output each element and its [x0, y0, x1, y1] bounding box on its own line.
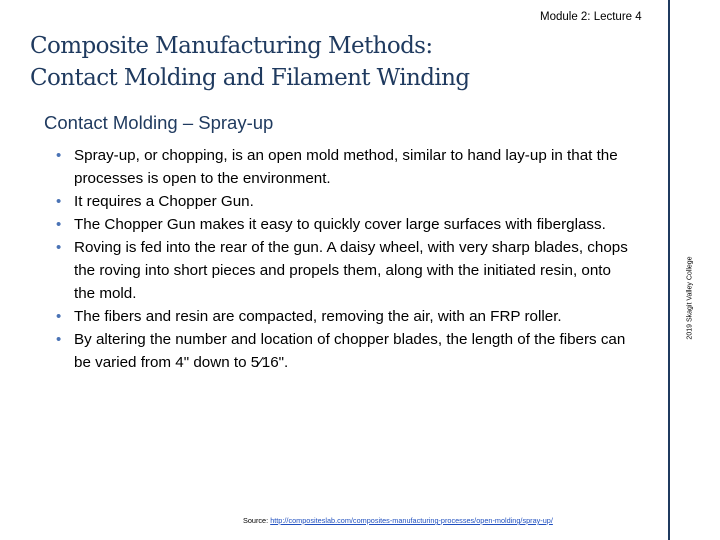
bullet-dot-icon: •: [56, 308, 62, 325]
bullet-item: [56, 328, 634, 374]
slide-title: [30, 30, 650, 94]
copyright-note: 2019 Skagit Valley College: [686, 256, 694, 340]
bullet-text: Roving is fed into the rear of the gun. A daisy wheel, with very sharp blades, chops the roving into short pieces and propels them, along with the initiated resin, onto the mold.: [74, 239, 628, 302]
bullet-text: It requires a Chopper Gun.: [74, 193, 254, 210]
bullet-dot-icon: •: [56, 216, 62, 233]
bullet-item: [56, 213, 634, 236]
source-label: Source:: [243, 516, 271, 525]
bullet-dot-icon: •: [56, 193, 62, 210]
bullet-list: [56, 144, 634, 374]
bullet-text: Spray-up, or chopping, is an open mold method, similar to hand lay-up in that the processes is open to the environment.: [74, 147, 618, 187]
bullet-text: The Chopper Gun makes it easy to quickly cover large surfaces with fiberglass.: [74, 216, 606, 233]
vertical-divider: [668, 0, 670, 540]
source-citation: [243, 516, 553, 525]
bullet-item: [56, 236, 634, 305]
source-link[interactable]: http://compositeslab.com/composites-manufacturing-processes/open-molding/spray-up/: [270, 516, 553, 525]
bullet-text: The fibers and resin are compacted, removing the air, with an FRP roller.: [74, 308, 562, 325]
section-subtitle: Contact Molding – Spray-up: [44, 112, 274, 133]
bullet-dot-icon: •: [56, 147, 62, 164]
module-label: Module 2: Lecture 4: [540, 11, 642, 23]
title-line-2: Contact Molding and Filament Winding: [30, 65, 470, 91]
bullet-item: [56, 305, 634, 328]
bullet-item: [56, 190, 634, 213]
bullet-text: By altering the number and location of chopper blades, the length of the fibers can be varied from 4" down to 5⁄16".: [74, 331, 626, 371]
title-line-1: Composite Manufacturing Methods:: [30, 33, 433, 59]
bullet-dot-icon: •: [56, 331, 62, 348]
bullet-dot-icon: •: [56, 239, 62, 256]
bullet-item: [56, 144, 634, 190]
